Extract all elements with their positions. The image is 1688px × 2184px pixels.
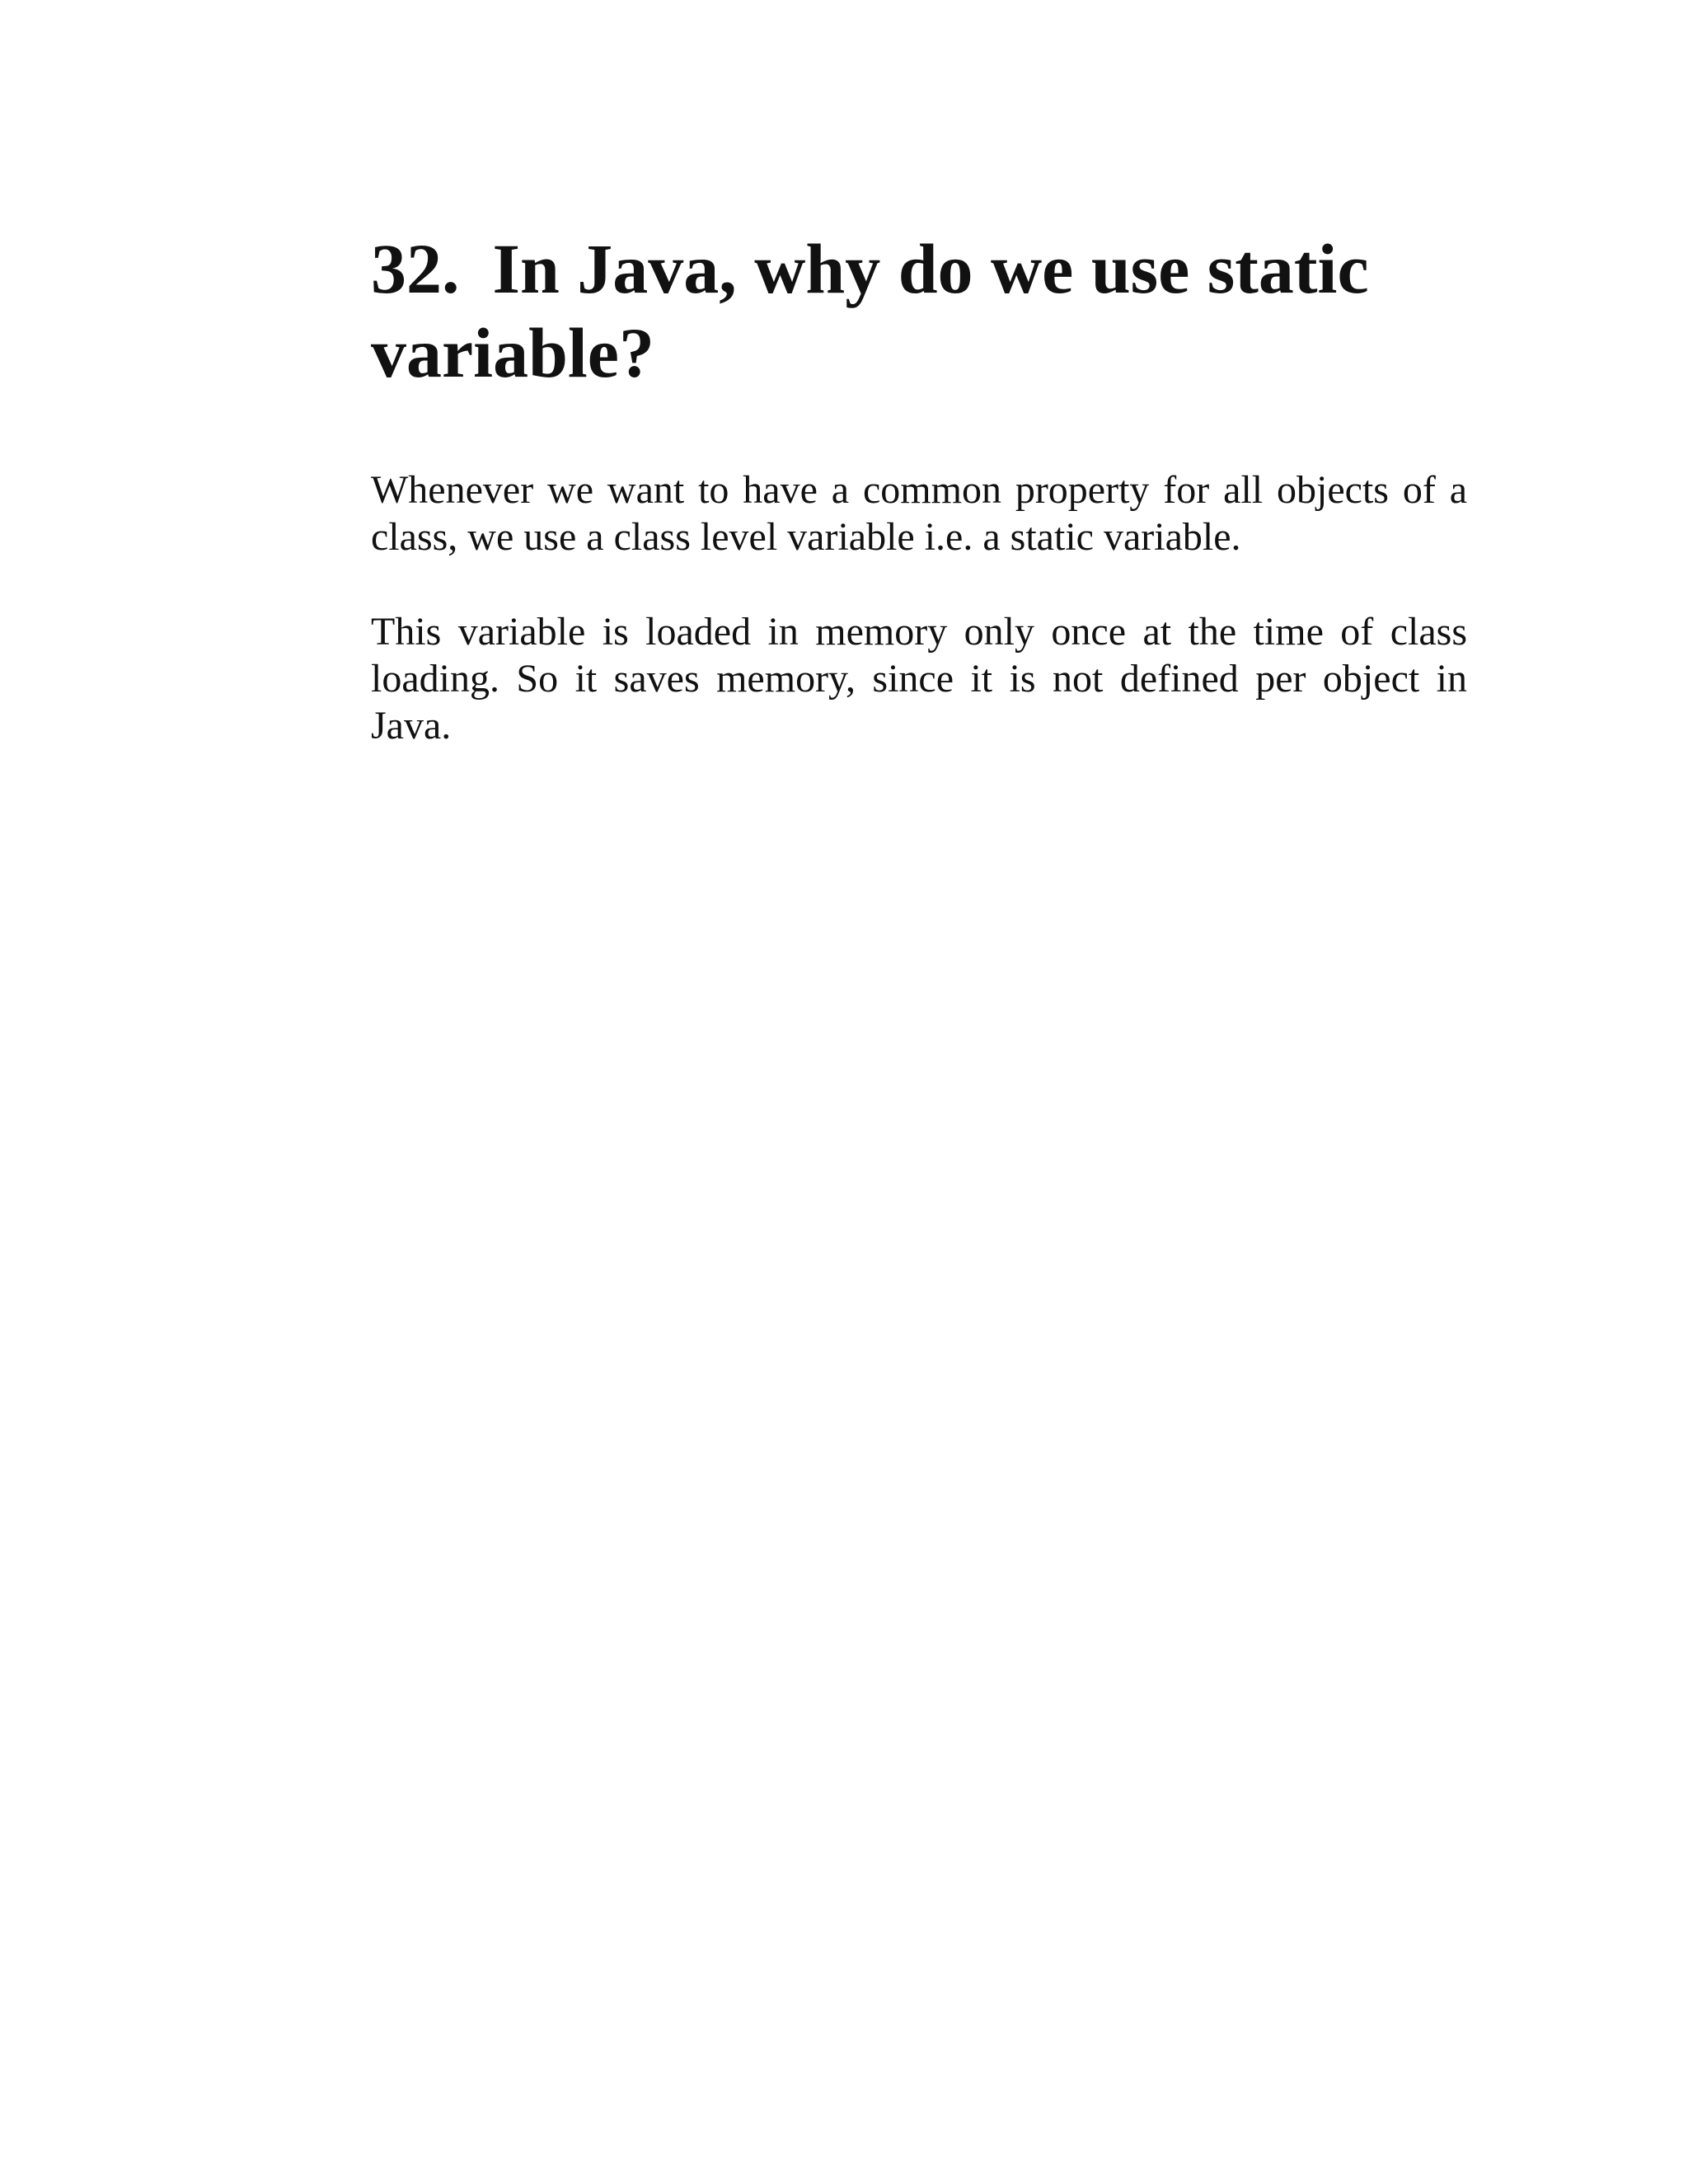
paragraph-2-line-3: Java. [371,704,452,748]
answer-paragraph-1 [371,466,1467,560]
paragraph-2-line-2: loading. So it saves memory, since it is not defined per object in [371,657,1467,701]
heading-line-1 [371,227,1467,311]
paragraph-1-line-1: Whenever we want to have a common property for all objects of a [371,468,1467,512]
heading-text-line-2: variable? [371,313,654,392]
question-heading [371,227,1467,395]
answer-paragraph-2 [371,608,1467,749]
paragraph-1-line-2: class, we use a class level variable i.e. a static variable. [371,515,1241,559]
heading-text-line-1: In Java, why do we use static [492,229,1369,308]
paragraph-2-line-1: This variable is loaded in memory only once at the time of class [371,610,1467,654]
question-number: 32. [371,229,460,308]
